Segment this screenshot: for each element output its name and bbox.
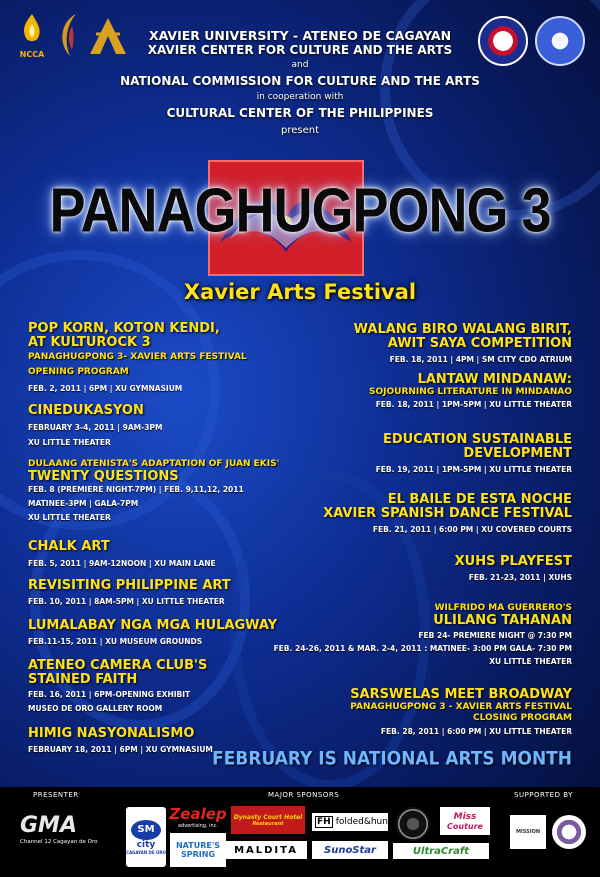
tagline: FEBRUARY IS NATIONAL ARTS MONTH (212, 748, 572, 770)
gma-logo (20, 813, 104, 865)
event-info: FEB. 19, 2011 | 1PM-5PM | XU LITTLE THEATER (375, 465, 572, 474)
folded-text: folded&hung (335, 817, 394, 827)
event-el-baile (282, 493, 572, 535)
university-name: XAVIER UNIVERSITY - ATENEO DE CAGAYAN (148, 28, 452, 43)
event-title: LUMALABAY NGA MGA HULAGWAY (28, 618, 278, 633)
event-title: AT KULTUROCK 3 (28, 335, 151, 350)
event-info: FEB. 10, 2011 | 8AM-5PM | XU LITTLE THEATER (28, 597, 225, 606)
event-info: FEB. 16, 2011 | 6PM-OPENING EXHIBIT (28, 690, 191, 699)
event-title: HIMIG NASYONALISMO (28, 726, 195, 741)
event-title: LANTAW MINDANAW: (417, 372, 572, 387)
event-title: STAINED FAITH (28, 672, 138, 687)
sm-city-logo (126, 807, 166, 867)
dynasty-subtext: Restaurant (252, 820, 284, 827)
event-subtitle: SOJOURNING LITERATURE IN MINDANAO (369, 387, 572, 397)
natures-spring-logo (170, 833, 226, 867)
event-chalk-art (28, 540, 298, 569)
center-name: XAVIER CENTER FOR CULTURE AND THE ARTS (147, 43, 453, 57)
event-title: SARSWELAS MEET BROADWAY (350, 687, 572, 702)
event-title: XUHS PLAYFEST (454, 554, 572, 569)
event-title: AWIT SAYA COMPETITION (387, 336, 572, 351)
sm-text: SM (131, 820, 161, 840)
event-walang-biro (282, 323, 572, 365)
event-info: FEB. 21-23, 2011 | XUHS (468, 573, 572, 582)
ncca-logo-text: NCCA (19, 50, 45, 59)
zealep-logo (170, 804, 226, 830)
event-pop-korn (28, 322, 298, 394)
gma-text: GMA (20, 813, 77, 838)
zealep-subtext: advertising, inc. (177, 823, 219, 829)
event-title: CHALK ART (28, 539, 110, 554)
event-info: FEB. 21, 2011 | 6:00 PM | XU COVERED COURTS (372, 525, 572, 534)
present-text: present (280, 125, 319, 136)
sponsors-footer (0, 787, 600, 877)
event-education-sustainable (282, 433, 572, 475)
supported-by-label: SUPPORTED BY (514, 791, 573, 799)
event-presenter: WILFRIDO MA GUERRERO'S (434, 603, 572, 613)
event-info: FEB. 24-26, 2011 & MAR. 2-4, 2011 : MATINEE- 3:00 PM GALA- 7:30 PM (273, 644, 572, 653)
miss-couture-logo (440, 807, 490, 835)
event-subtitle: PANAGHUGPONG 3- XAVIER ARTS FESTIVAL (28, 352, 247, 362)
miss-text: Miss (453, 811, 477, 822)
camera-icon (396, 807, 430, 841)
sm-subtext: city (136, 839, 156, 850)
event-info: FEB. 5, 2011 | 9AM-12NOON | XU MAIN LANE (28, 559, 216, 568)
event-info: MUSEO DE ORO GALLERY ROOM (28, 704, 163, 713)
event-info: XU LITTLE THEATER (28, 438, 111, 447)
event-info: FEB 24- PREMIERE NIGHT @ 7:30 PM (418, 631, 572, 640)
maldita-logo: MALDITA (225, 841, 307, 859)
event-title: POP KORN, KOTON KENDI, (28, 321, 220, 336)
event-lantaw-mindanaw (282, 373, 572, 410)
ultracraft-logo: UltraCraft (393, 843, 489, 859)
zealep-text: Zealep (169, 805, 227, 823)
gma-subtext: Channel 12 Cagayan de Oro (20, 839, 98, 845)
natures-text: NATURE'S (175, 841, 221, 850)
couture-text: Couture (447, 821, 483, 831)
dynasty-logo (231, 806, 305, 834)
festival-subtitle: Xavier Arts Festival (183, 280, 417, 304)
event-title: REVISITING PHILIPPINE ART (28, 578, 231, 593)
event-info: FEB.11-15, 2011 | XU MUSEUM GROUNDS (28, 637, 203, 646)
event-title: XAVIER SPANISH DANCE FESTIVAL (323, 506, 572, 521)
sm-subtext: CAGAYAN DE ORO (126, 849, 166, 855)
event-ulilang-tahanan (252, 603, 572, 667)
event-presenter: DULAANG ATENISTA'S ADAPTATION OF JUAN EKIS' (28, 459, 280, 469)
event-title: EL BAILE DE ESTA NOCHE (387, 492, 572, 507)
event-info: FEBRUARY 18, 2011 | 6PM | XU GYMNASIUM (28, 745, 213, 754)
event-info: XU LITTLE THEATER (28, 513, 111, 522)
and-text: and (291, 60, 309, 70)
event-title: DEVELOPMENT (463, 446, 572, 461)
event-title: ATENEO CAMERA CLUB'S (28, 658, 208, 673)
event-info: MATINEE-3PM | GALA-7PM (28, 499, 139, 508)
supporter-seal-logo (552, 815, 586, 849)
event-subtitle: CLOSING PROGRAM (473, 713, 572, 723)
festival-title: PANAGHUGPONG 3 (49, 176, 551, 246)
presenter-label: PRESENTER (33, 791, 79, 799)
mission-logo: MISSION (510, 815, 546, 849)
event-subtitle: OPENING PROGRAM (28, 367, 129, 377)
ccp-name: CULTURAL CENTER OF THE PHILIPPINES (166, 106, 434, 120)
event-title: WALANG BIRO WALANG BIRIT, (353, 322, 572, 337)
event-info: FEB. 18, 2011 | 1PM-5PM | XU LITTLE THEATER (375, 400, 572, 409)
cooperation-text: in cooperation with (256, 92, 344, 102)
event-stained-faith (28, 659, 298, 714)
event-sarswelas (282, 688, 572, 737)
event-cinedukasyon (28, 404, 298, 448)
event-info: FEBRUARY 3-4, 2011 | 9AM-3PM (28, 423, 163, 432)
event-title: TWENTY QUESTIONS (28, 469, 179, 484)
major-sponsors-label: MAJOR SPONSORS (268, 791, 340, 799)
folded-hung-logo (312, 813, 394, 831)
event-info: FEB. 28, 2011 | 6:00 PM | XU LITTLE THEATER (380, 727, 572, 736)
event-title: CINEDUKASYON (28, 403, 144, 418)
event-subtitle: PANAGHUGPONG 3 - XAVIER ARTS FESTIVAL (350, 702, 572, 712)
event-info: FEB. 18, 2011 | 4PM | SM CITY CDO ATRIUM (389, 355, 572, 364)
event-info: XU LITTLE THEATER (489, 657, 572, 666)
sunostar-logo: SunoStar (312, 841, 388, 859)
event-title: EDUCATION SUSTAINABLE (382, 432, 572, 447)
fh-text: FH (317, 817, 331, 827)
event-info: FEB. 2, 2011 | 6PM | XU GYMNASIUM (28, 384, 183, 393)
spring-text: SPRING (180, 850, 216, 859)
event-info: FEB. 8 (PREMIERE NIGHT-7PM) | FEB. 9,11,12, 2011 (28, 485, 244, 494)
event-xuhs-playfest (282, 555, 572, 583)
dynasty-text: Dynasty Court Hotel (233, 813, 303, 821)
event-title: ULILANG TAHANAN (433, 613, 572, 628)
commission-name: NATIONAL COMMISSION FOR CULTURE AND THE ARTS (120, 74, 480, 88)
